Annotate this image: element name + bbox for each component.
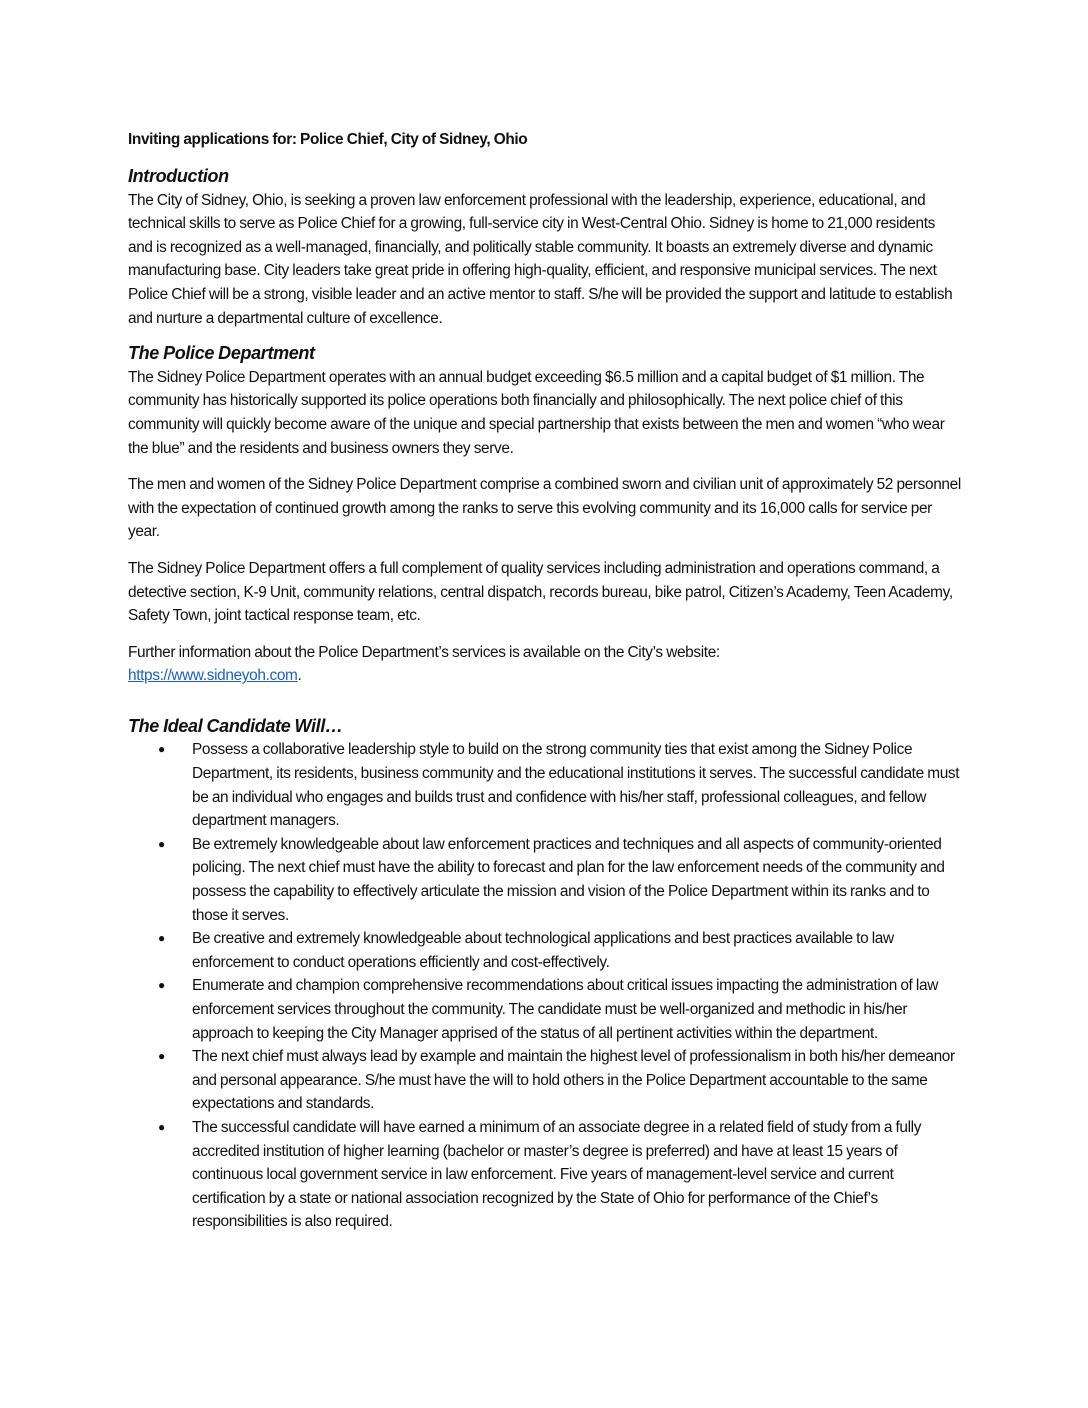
section-police-department (128, 342, 963, 688)
section-spacer (128, 688, 963, 702)
bullet-icon: ● (158, 836, 165, 851)
website-text: Further information about the Police Department’s services is available on the City’s website: (128, 643, 720, 661)
police-department-paragraph-budget: The Sidney Police Department operates with an annual budget exceeding $6.5 million and a capital budget of $1 million. The community has historically supported its police operations both financially and philosophically. The next police chief of this community will quickly become aware of the unique and special partnership that exists between the men and women “who wear the blue” and the residents and business owners they serve. (128, 368, 945, 457)
list-item-text: Be creative and extremely knowledgeable about technological applications and best practices available to law enforcement to conduct operations efficiently and cost-effectively. (192, 930, 894, 971)
document-page (128, 128, 963, 1234)
police-department-paragraph-personnel: The men and women of the Sidney Police Department comprise a combined sworn and civilian unit of approximately 52 personnel with the expectation of continued growth among the ranks to serve this evolving community and its 16,000 calls for service per year. (128, 476, 961, 541)
list-item-text: Enumerate and champion comprehensive recommendations about critical issues impacting the administration of law enforcement services throughout the community. The candidate must be well-organized and methodic in his/her approach to keeping the City Manager apprised of the status of all pertinent activities within the department. (192, 977, 938, 1042)
ideal-candidate-list (128, 738, 963, 1233)
list-item (128, 1116, 963, 1234)
list-item (128, 927, 963, 974)
list-item-text: Possess a collaborative leadership style to build on the strong community ties that exist among the Sidney Police Department, its residents, business community and the educational institutions it serves. The successful candidate must be an individual who engages and builds trust and confidence with his/her staff, professional colleagues, and fellow department managers. (192, 741, 960, 830)
section-introduction (128, 165, 963, 330)
document-title: Inviting applications for: Police Chief, City of Sidney, Ohio (128, 131, 528, 148)
bullet-icon: ● (158, 1049, 165, 1064)
list-item (128, 738, 963, 832)
bullet-icon: ● (158, 742, 165, 757)
police-department-paragraph-website (128, 641, 963, 688)
website-link[interactable]: https://www.sidneyoh.com (128, 667, 298, 685)
list-item-text: The successful candidate will have earned a minimum of an associate degree in a related field of study from a fully accredited institution of higher learning (bachelor or master’s degree is preferred) and have at least 15 years of continuous local government service in law enforcement. Five years of management-level service and current certification by a state or national association recognized by the State of Ohio for performance of the Chief’s responsibilities is also required. (192, 1118, 922, 1231)
police-department-paragraph-services: The Sidney Police Department offers a full complement of quality services including administration and operations command, a detective section, K-9 Unit, community relations, central dispatch, records bureau, bike patrol, Citizen’s Academy, Teen Academy, Safety Town, joint tactical response team, etc. (128, 559, 953, 625)
list-item-text: The next chief must always lead by example and maintain the highest level of professionalism in both his/her demeanor and personal appearance. S/he must have the will to hold others in the Police Department accountable to the same expectations and standards. (192, 1048, 955, 1113)
heading-police-department: The Police Department (128, 343, 315, 364)
bullet-icon: ● (158, 978, 165, 993)
list-item (128, 974, 963, 1045)
bullet-icon: ● (158, 931, 165, 946)
bullet-icon: ● (158, 1119, 165, 1134)
heading-introduction: Introduction (128, 166, 229, 186)
heading-ideal-candidate: The Ideal Candidate Will… (128, 715, 343, 736)
list-item-text: Be extremely knowledgeable about law enforcement practices and techniques and all aspects of community-oriented policing. The next chief must have the ability to forecast and plan for the law enforcement needs of the community and possess the capability to effectively articulate the mission and vision of the Police Department within its ranks and to those it serves. (192, 835, 945, 924)
introduction-paragraph: The City of Sidney, Ohio, is seeking a proven law enforcement professional with the leadership, experience, educational, and technical skills to serve as Police Chief for a growing, full-service city in West-Central Ohio. Sidney is home to 21,000 residents and is recognized as a well-managed, financially, and politically stable community. It boasts an extremely diverse and dynamic manufacturing base. City leaders take great pride in offering high-quality, efficient, and responsive municipal services. The next Police Chief will be a strong, visible leader and an active mentor to staff. S/he will be provided the support and latitude to establish and nurture a departmental culture of excellence. (128, 191, 953, 327)
list-item (128, 1045, 963, 1116)
website-suffix: . (297, 667, 302, 685)
list-item (128, 833, 963, 927)
section-ideal-candidate (128, 715, 963, 1234)
